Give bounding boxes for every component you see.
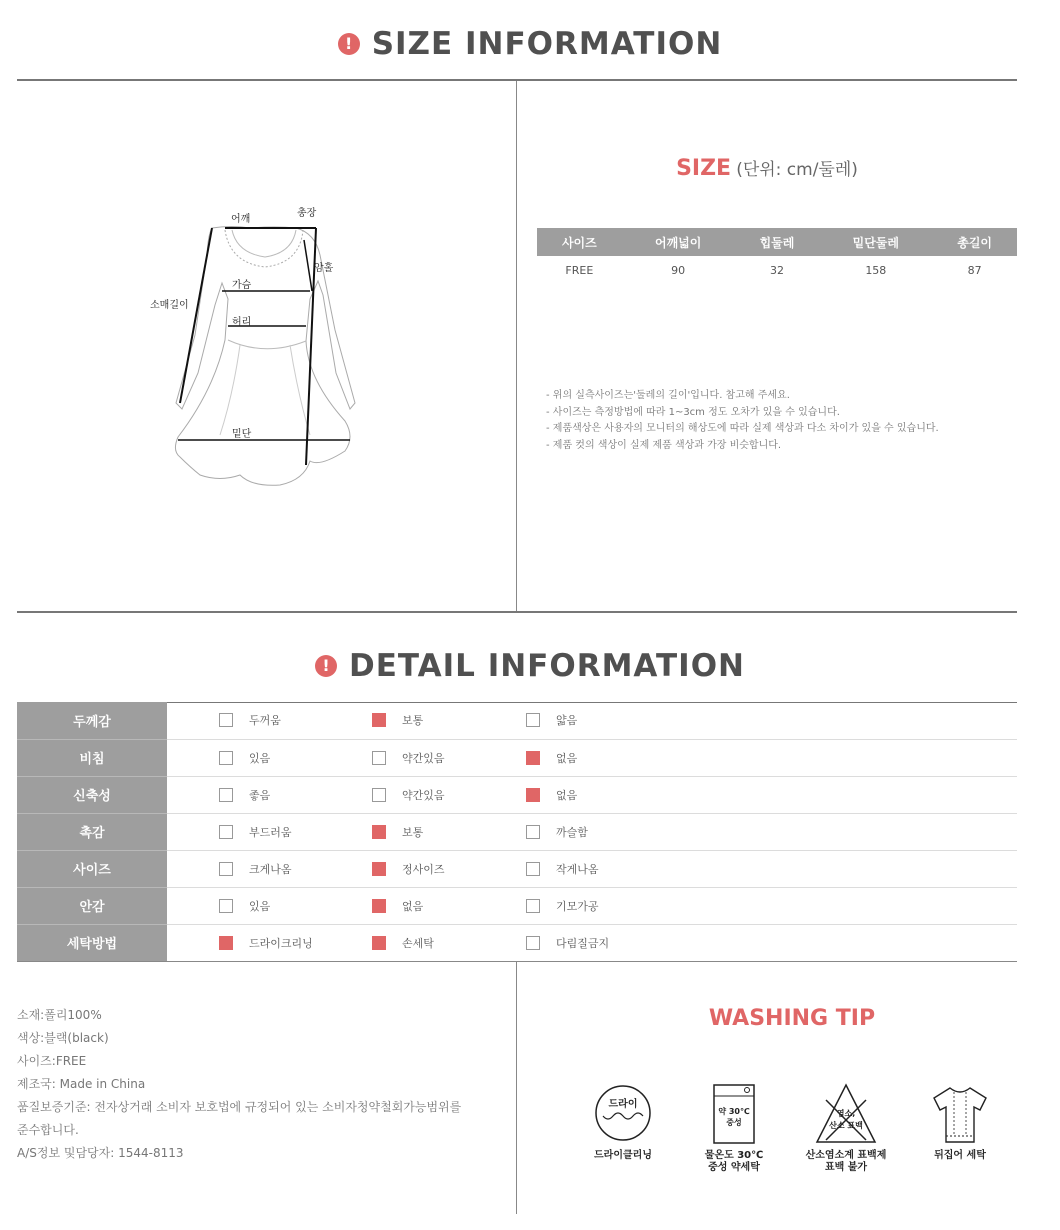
table-row bbox=[17, 739, 1017, 776]
detail-option bbox=[372, 824, 423, 840]
size-table-header-row bbox=[537, 228, 1017, 256]
detail-option-label: 없음 bbox=[402, 899, 424, 913]
detail-option-label: 좋음 bbox=[249, 788, 271, 802]
detail-option-label: 크게나옴 bbox=[249, 862, 292, 876]
alert-icon: ! bbox=[338, 33, 360, 55]
detail-option-label: 손세탁 bbox=[402, 936, 434, 950]
detail-section-title bbox=[0, 648, 1060, 684]
detail-option bbox=[219, 898, 270, 914]
detail-option-label: 정사이즈 bbox=[402, 862, 445, 876]
detail-row-label: 신축성 bbox=[17, 776, 167, 813]
checkbox-empty-icon bbox=[372, 788, 386, 802]
alert-icon: ! bbox=[315, 655, 337, 677]
no-bleach-icon bbox=[814, 1082, 878, 1146]
label-total-length: 총장 bbox=[297, 208, 317, 219]
detail-options-cell bbox=[167, 702, 1017, 739]
checkbox-empty-icon bbox=[219, 751, 233, 765]
size-table-header: 힙둘레 bbox=[735, 228, 820, 256]
detail-options-cell bbox=[167, 776, 1017, 813]
detail-option-label: 부드러움 bbox=[249, 825, 292, 839]
detail-option bbox=[526, 787, 577, 803]
size-note: - 사이즈는 측정방법에 따라 1~3cm 정도 오차가 있을 수 있습니다. bbox=[546, 406, 840, 418]
wash-dry-clean bbox=[563, 1082, 683, 1162]
detail-options-cell bbox=[167, 813, 1017, 850]
divider bbox=[17, 611, 1017, 613]
size-table-cell: 158 bbox=[865, 263, 887, 277]
detail-option bbox=[526, 861, 599, 877]
size-heading-unit: (단위: cm/둘레) bbox=[736, 160, 858, 180]
checkbox-empty-icon bbox=[526, 713, 540, 727]
checkbox-checked-icon bbox=[219, 936, 233, 950]
wash-no-bleach bbox=[786, 1082, 906, 1174]
wash-label: 물온도 30℃ bbox=[704, 1150, 764, 1161]
size-table-header: 어깨넓이 bbox=[622, 228, 735, 256]
detail-options-cell bbox=[167, 739, 1017, 776]
label-hem: 밑단 bbox=[232, 429, 252, 440]
detail-option-label: 보통 bbox=[402, 714, 424, 727]
detail-row-label: 두께감 bbox=[17, 702, 167, 739]
table-row bbox=[17, 702, 1017, 739]
size-table-cell: 87 bbox=[967, 263, 982, 277]
product-info-item: 제조국: Made in China bbox=[17, 1077, 146, 1091]
detail-option bbox=[372, 861, 445, 877]
dry-clean-icon bbox=[591, 1082, 655, 1146]
product-info-item: 사이즈:FREE bbox=[17, 1054, 87, 1068]
detail-option-label: 있음 bbox=[249, 899, 271, 913]
table-row bbox=[17, 850, 1017, 887]
detail-option-label: 있음 bbox=[249, 751, 271, 765]
detail-option bbox=[219, 824, 292, 840]
detail-option bbox=[526, 935, 609, 951]
detail-option bbox=[372, 750, 445, 766]
size-section-title-text: SIZE INFORMATION bbox=[371, 26, 723, 62]
divider bbox=[17, 79, 1017, 81]
size-table-cell: 90 bbox=[671, 263, 686, 277]
size-table-cell: 32 bbox=[769, 263, 784, 277]
table-row bbox=[17, 776, 1017, 813]
checkbox-empty-icon bbox=[219, 713, 233, 727]
checkbox-checked-icon bbox=[526, 751, 540, 765]
checkbox-empty-icon bbox=[219, 899, 233, 913]
wash-30-symbol-text: 약 30℃ bbox=[718, 1107, 750, 1116]
checkbox-empty-icon bbox=[219, 825, 233, 839]
dry-clean-symbol-text: 드라이 bbox=[608, 1099, 638, 1110]
detail-row-label: 비침 bbox=[17, 739, 167, 776]
no-bleach-symbol-text: 염소, bbox=[836, 1109, 856, 1118]
checkbox-empty-icon bbox=[526, 862, 540, 876]
detail-option-label: 얇음 bbox=[556, 714, 578, 727]
checkbox-empty-icon bbox=[372, 751, 386, 765]
size-section-title bbox=[0, 26, 1060, 62]
size-notes bbox=[546, 388, 939, 454]
detail-option bbox=[372, 712, 423, 728]
detail-option bbox=[372, 787, 445, 803]
wash-label: 뒤집어 세탁 bbox=[934, 1150, 986, 1161]
detail-option-label: 보통 bbox=[402, 825, 424, 839]
detail-option bbox=[219, 787, 270, 803]
detail-row-label: 사이즈 bbox=[17, 850, 167, 887]
size-note: - 제품 컷의 색상이 실제 제품 색상과 가장 비슷합니다. bbox=[546, 439, 782, 451]
product-info-list bbox=[17, 1004, 512, 1165]
label-waist: 허리 bbox=[232, 317, 252, 328]
product-info-item: A/S정보 및담당자: 1544-8113 bbox=[17, 1146, 184, 1160]
wash-label: 표백 불가 bbox=[824, 1162, 868, 1173]
size-note: - 위의 실측사이즈는'둘레의 길이'입니다. 참고해 주세요. bbox=[546, 390, 790, 401]
detail-option bbox=[219, 712, 281, 728]
detail-row-label: 세탁방법 bbox=[17, 924, 167, 961]
size-heading-title: SIZE bbox=[676, 156, 732, 181]
checkbox-checked-icon bbox=[372, 899, 386, 913]
checkbox-checked-icon bbox=[372, 825, 386, 839]
table-row bbox=[17, 813, 1017, 850]
size-table-cell: FREE bbox=[565, 263, 594, 277]
detail-option-label: 약간있음 bbox=[402, 751, 445, 765]
checkbox-empty-icon bbox=[526, 825, 540, 839]
wash-label: 드라이클리닝 bbox=[594, 1150, 652, 1161]
checkbox-checked-icon bbox=[526, 788, 540, 802]
checkbox-empty-icon bbox=[219, 862, 233, 876]
detail-option-label: 다림질금지 bbox=[556, 936, 610, 950]
wash-inside-out bbox=[900, 1082, 1020, 1162]
size-table-header: 총길이 bbox=[932, 228, 1017, 256]
wash-30-icon bbox=[702, 1082, 766, 1146]
detail-option bbox=[219, 935, 313, 951]
table-row bbox=[537, 256, 1017, 284]
detail-option-label: 작게나옴 bbox=[556, 862, 599, 876]
detail-row-label: 안감 bbox=[17, 887, 167, 924]
checkbox-checked-icon bbox=[372, 862, 386, 876]
washing-tip-title: WASHING TIP bbox=[708, 1006, 876, 1031]
vertical-divider bbox=[516, 962, 517, 1214]
size-table-header: 밑단둘레 bbox=[819, 228, 932, 256]
size-heading bbox=[517, 155, 1017, 181]
detail-option-label: 없음 bbox=[556, 788, 578, 802]
no-bleach-symbol-text: 산소 표백 bbox=[829, 1121, 863, 1130]
table-row bbox=[17, 887, 1017, 924]
wash-label: 중성 약세탁 bbox=[708, 1162, 760, 1173]
detail-row-label: 촉감 bbox=[17, 813, 167, 850]
detail-option-label: 없음 bbox=[556, 751, 578, 765]
label-armhole: 암홀 bbox=[314, 263, 334, 274]
detail-options-cell bbox=[167, 924, 1017, 961]
product-info-item: 색상:블랙(black) bbox=[17, 1031, 109, 1045]
label-chest: 가슴 bbox=[232, 280, 252, 291]
detail-option-label: 까슬함 bbox=[556, 825, 588, 839]
size-table-header: 사이즈 bbox=[537, 228, 622, 256]
detail-option bbox=[372, 935, 434, 951]
detail-option bbox=[219, 750, 270, 766]
size-table bbox=[537, 228, 1017, 284]
dress-outline-icon bbox=[140, 195, 380, 495]
detail-option bbox=[372, 898, 423, 914]
label-shoulder: 어깨 bbox=[231, 214, 251, 225]
checkbox-empty-icon bbox=[526, 899, 540, 913]
detail-option bbox=[526, 712, 577, 728]
detail-options-cell bbox=[167, 850, 1017, 887]
detail-table bbox=[17, 702, 1017, 962]
table-row bbox=[17, 924, 1017, 961]
detail-option bbox=[526, 898, 599, 914]
detail-option-label: 두꺼움 bbox=[249, 714, 281, 727]
detail-options-cell bbox=[167, 887, 1017, 924]
label-sleeve: 소매길이 bbox=[150, 300, 189, 311]
detail-option bbox=[526, 824, 588, 840]
detail-option-label: 기모가공 bbox=[556, 899, 599, 913]
checkbox-empty-icon bbox=[219, 788, 233, 802]
checkbox-checked-icon bbox=[372, 713, 386, 727]
detail-option-label: 드라이크리닝 bbox=[249, 936, 313, 950]
dress-measurement-diagram bbox=[140, 195, 380, 499]
detail-option bbox=[526, 750, 577, 766]
wash-30-degree bbox=[674, 1082, 794, 1174]
product-info-item: 품질보증기준: 전자상거래 소비자 보호법에 규정되어 있는 소비자청약철회가능범위를 bbox=[17, 1100, 462, 1114]
detail-option bbox=[219, 861, 292, 877]
product-info-item: 소재:폴리100% bbox=[17, 1008, 102, 1022]
wash-30-symbol-text: 중성 bbox=[726, 1118, 742, 1127]
inside-out-icon bbox=[928, 1082, 992, 1146]
product-info-item: 준수합니다. bbox=[17, 1123, 79, 1137]
checkbox-checked-icon bbox=[372, 936, 386, 950]
detail-option-label: 약간있음 bbox=[402, 788, 445, 802]
checkbox-empty-icon bbox=[526, 936, 540, 950]
detail-section-title-text: DETAIL INFORMATION bbox=[348, 648, 745, 684]
size-note: - 제품색상은 사용자의 모니터의 해상도에 따라 실제 색상과 다소 차이가 있을 수 있습니다. bbox=[546, 423, 939, 434]
wash-label: 산소염소계 표백제 bbox=[805, 1150, 887, 1161]
